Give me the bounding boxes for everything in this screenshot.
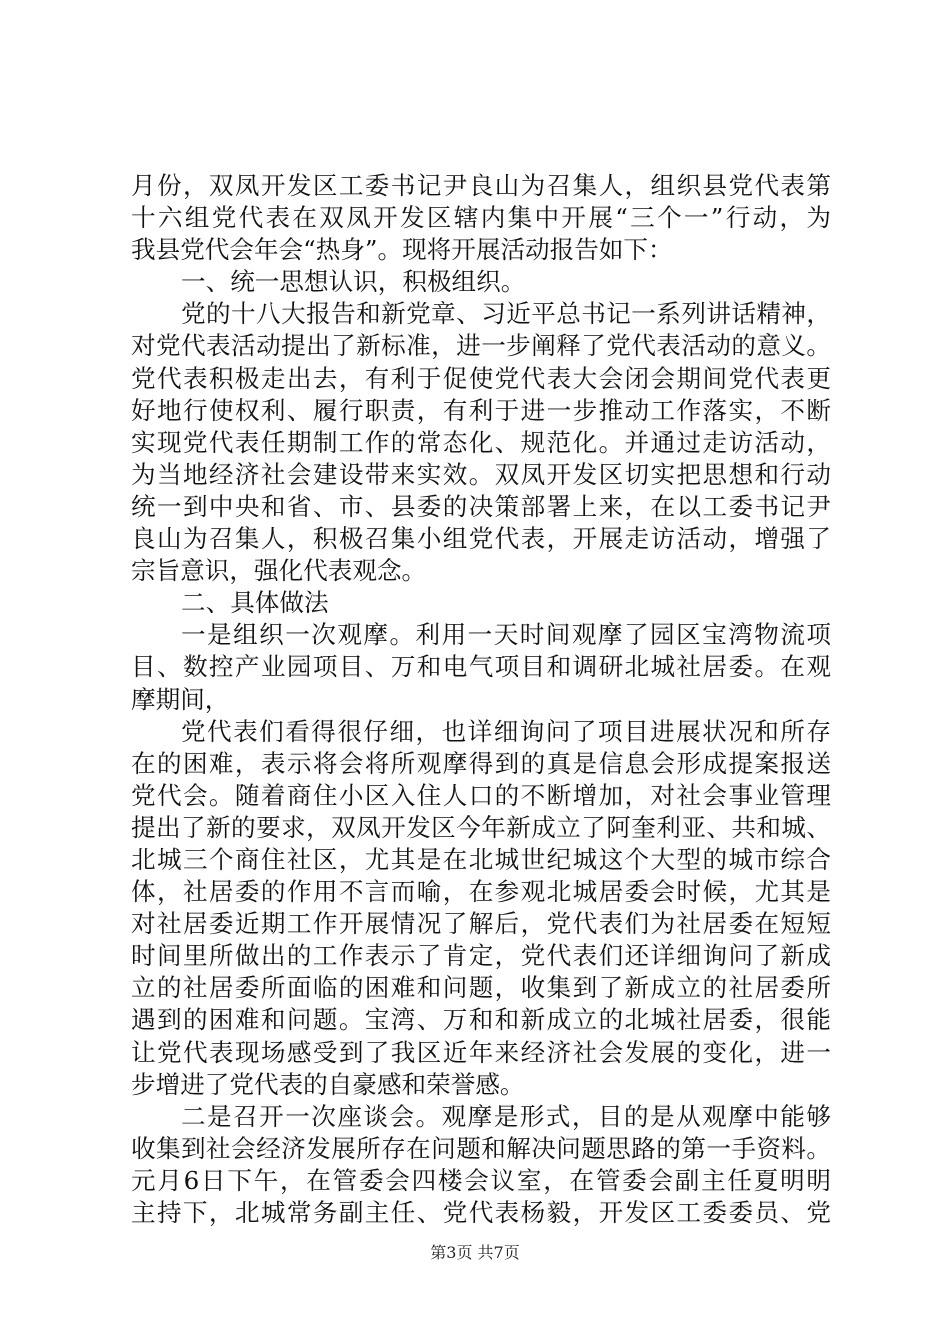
section-heading: 二、具体做法	[181, 588, 329, 618]
text-line: 在的困难，表示将会将所观摩得到的真是信息会形成提案报送	[131, 748, 831, 778]
document-body	[131, 170, 831, 1229]
text-line: 宗旨意识，强化代表观念。	[131, 556, 427, 586]
text-line: 体，社居委的作用不言而喻，在参观北城居委会时候，尤其是	[131, 877, 831, 907]
text-line: 十六组党代表在双凤开发区辖内集中开展“三个一”行动，为	[131, 203, 831, 233]
text-line: 党代表们看得很仔细，也详细询问了项目进展状况和所存	[181, 716, 831, 746]
text-line: 实现党代表任期制工作的常态化、规范化。并通过走访活动，	[131, 427, 831, 457]
text-line: 主持下，北城常务副主任、党代表杨毅，开发区工委委员、党	[131, 1198, 831, 1227]
text-line: 党代表积极走出去，有利于促使党代表大会闭会期间党代表更	[131, 363, 831, 393]
text-line: 提出了新的要求，双凤开发区今年新成立了阿奎利亚、共和城、	[131, 812, 831, 842]
text-line: 时间里所做出的工作表示了肯定，党代表们还详细询问了新成	[131, 941, 831, 971]
text-line: 步增进了党代表的自豪感和荣誉感。	[131, 1069, 525, 1099]
text-line: 对党代表活动提出了新标准，进一步阐释了党代表活动的意义。	[131, 331, 831, 361]
text-line: 好地行使权利、履行职责，有利于进一步推动工作落实，不断	[131, 395, 831, 425]
text-line: 目、数控产业园项目、万和电气项目和调研北城社居委。在观	[131, 652, 831, 682]
text-line: 我县党代会年会“热身”。现将开展活动报告如下：	[131, 235, 673, 265]
text-line: 收集到社会经济发展所存在问题和解决问题思路的第一手资料。	[131, 1133, 831, 1163]
text-line: 二是召开一次座谈会。观摩是形式，目的是从观摩中能够	[181, 1101, 831, 1131]
text-line: 对社居委近期工作开展情况了解后，党代表们为社居委在短短	[131, 909, 831, 939]
section-heading: 一、统一思想认识，积极组织。	[181, 267, 526, 297]
text-line: 北城三个商住社区，尤其是在北城世纪城这个大型的城市综合	[131, 844, 831, 874]
text-line: 统一到中央和省、市、县委的决策部署上来，在以工委书记尹	[131, 491, 831, 521]
text-line: 党的十八大报告和新党章、习近平总书记一系列讲话精神，	[181, 299, 831, 329]
text-line: 元月6日下午，在管委会四楼会议室，在管委会副主任夏明明	[131, 1165, 831, 1195]
text-line: 为当地经济社会建设带来实效。双凤开发区切实把思想和行动	[131, 459, 831, 489]
page-footer: 第3页 共7页	[430, 1243, 520, 1262]
text-line: 月份，双凤开发区工委书记尹良山为召集人，组织县党代表第	[131, 171, 831, 200]
text-line: 遇到的困难和问题。宝湾、万和和新成立的北城社居委，很能	[131, 1005, 831, 1035]
text-line: 一是组织一次观摩。利用一天时间观摩了园区宝湾物流项	[181, 620, 831, 650]
text-line: 让党代表现场感受到了我区近年来经济社会发展的变化，进一	[131, 1037, 831, 1067]
text-line: 摩期间，	[131, 684, 230, 714]
text-line: 良山为召集人，积极召集小组党代表，开展走访活动，增强了	[131, 524, 831, 554]
text-line: 立的社居委所面临的困难和问题，收集到了新成立的社居委所	[131, 973, 831, 1003]
text-line: 党代会。随着商住小区入住人口的不断增加，对社会事业管理	[131, 780, 831, 810]
